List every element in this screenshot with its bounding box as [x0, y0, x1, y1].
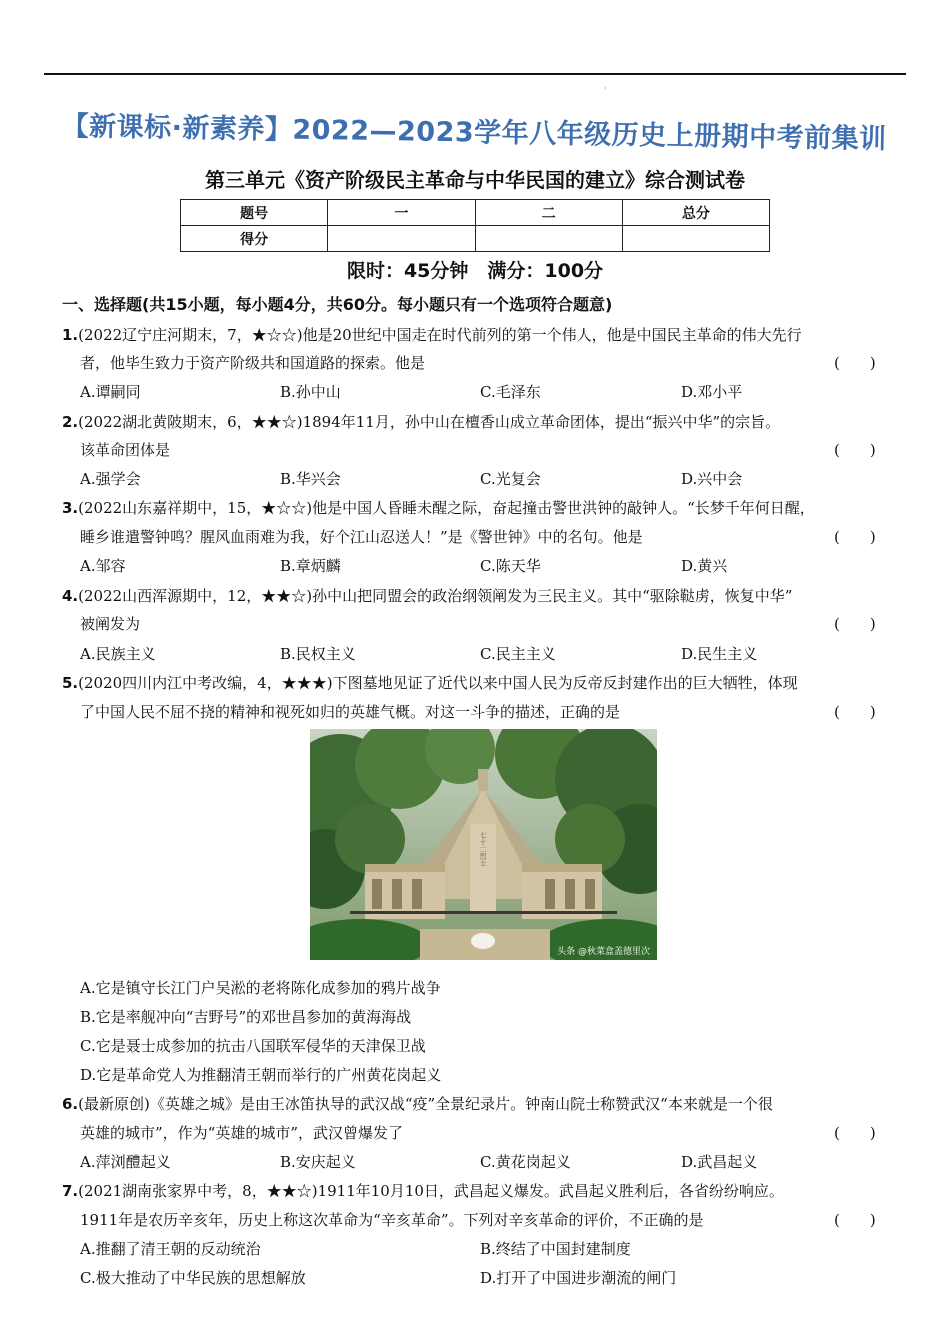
option-d: D.民生主义: [681, 645, 758, 663]
option-b: B.安庆起义: [280, 1153, 356, 1171]
answer-blank[interactable]: ( ): [834, 615, 876, 633]
time-limit: 限时：45分钟 满分：100分: [346, 260, 604, 282]
question-1-line1: 1.(2022辽宁庄河期末，7，★☆☆)他是20世纪中国走在时代前列的第一个伟人，他是中国民主革命的伟大先行: [62, 326, 802, 344]
question-number: 3.: [62, 499, 79, 517]
question-5-line2: 了中国人民不屈不挠的精神和视死如归的英雄气概。对这一斗争的描述，正确的是: [80, 703, 621, 721]
option-d: D.它是革命党人为推翻清王朝而举行的广州黄花岗起义: [80, 1066, 442, 1084]
option-a: A.它是镇守长江门户吴淞的老将陈化成参加的鸦片战争: [80, 979, 441, 997]
score-header-cell: 一: [328, 200, 475, 226]
answer-blank[interactable]: ( ): [834, 703, 876, 721]
option-d: D.黄兴: [681, 557, 728, 575]
score-header-cell: 二: [475, 200, 622, 226]
question-number: 6.: [62, 1095, 79, 1113]
option-c: C.它是聂士成参加的抗击八国联军侵华的天津保卫战: [80, 1037, 426, 1055]
question-3-line2: 睡乡谁遣警钟鸣？腥风血雨难为我，好个江山忍送人！”是《警世钟》中的名句。他是: [80, 528, 643, 546]
option-c: C.极大推动了中华民族的思想解放: [80, 1269, 306, 1287]
option-a: A.强学会: [80, 470, 141, 488]
option-a: A.邹容: [80, 557, 126, 575]
score-cell[interactable]: [475, 226, 622, 252]
option-c: C.黄花岗起义: [480, 1153, 571, 1171]
question-6-line2: 英雄的城市”，作为“英雄的城市”，武汉曾爆发了: [80, 1124, 404, 1142]
option-d: D.邓小平: [681, 383, 743, 401]
top-rule: [44, 73, 906, 75]
option-d: D.打开了中国进步潮流的闸门: [480, 1269, 677, 1287]
question-4-line2: 被阐发为: [80, 615, 141, 633]
question-4-line1: 4.(2022山西浑源期中，12，★★☆)孙中山把同盟会的政治纲领阐发为三民主义。其中“驱除鞑虏，恢复中华”: [62, 587, 793, 605]
question-number: 7.: [62, 1182, 79, 1200]
option-c: C.民主主义: [480, 645, 556, 663]
header-dot: ·: [604, 84, 607, 93]
option-a: A.推翻了清王朝的反动统治: [80, 1240, 261, 1258]
question-number: 2.: [62, 413, 79, 431]
option-a: A.萍浏醴起义: [80, 1153, 171, 1171]
option-b: B.孙中山: [280, 383, 341, 401]
question-7-line2: 1911年是农历辛亥年，历史上称这次革命为“辛亥革命”。下列对辛亥革命的评价，不正确的是: [80, 1211, 704, 1229]
question-1-line2: 者，他毕生致力于资产阶级共和国道路的探索。他是: [80, 354, 426, 372]
score-header-cell: 总分: [622, 200, 769, 226]
answer-blank[interactable]: ( ): [834, 1124, 876, 1142]
exam-title: 第三单元《资产阶级民主革命与中华民国的建立》综合测试卷: [205, 168, 745, 192]
option-d: D.武昌起义: [681, 1153, 758, 1171]
option-b: B.民权主义: [280, 645, 356, 663]
option-d: D.兴中会: [681, 470, 743, 488]
question-5-line1: 5.(2020四川内江中考改编，4，★★★)下图墓地见证了近代以来中国人民为反帝反封建作出的巨大牺牲，体现: [62, 674, 798, 692]
option-b: B.章炳麟: [280, 557, 341, 575]
score-table: [180, 199, 770, 252]
option-b: B.它是率舰冲向“吉野号”的邓世昌参加的黄海海战: [80, 1008, 412, 1026]
section-heading: 一、选择题(共15小题，每小题4分，共60分。每小题只有一个选项符合题意): [62, 295, 613, 314]
question-7-line1: 7.(2021湖南张家界中考，8，★★☆)1911年10月10日，武昌起义爆发。武昌起义胜利后，各省纷纷响应。: [62, 1182, 784, 1200]
option-c: C.光复会: [480, 470, 541, 488]
answer-blank[interactable]: ( ): [834, 354, 876, 372]
option-b: B.终结了中国封建制度: [480, 1240, 631, 1258]
score-header-cell: 题号: [181, 200, 328, 226]
question-2-line2: 该革命团体是: [80, 441, 171, 459]
monument-inscription: 七十二烈士: [479, 831, 487, 867]
answer-blank[interactable]: ( ): [834, 528, 876, 546]
photo-watermark: 头条 @秋菜盒盖德里次: [557, 947, 650, 957]
score-table-row: [181, 226, 770, 252]
question-number: 5.: [62, 674, 79, 692]
score-cell[interactable]: [328, 226, 475, 252]
option-c: C.陈天华: [480, 557, 541, 575]
question-number: 1.: [62, 326, 79, 344]
banner-title: 【新课标·新素养】2022—2023学年八年级历史上册期中考前集训: [61, 110, 887, 155]
answer-blank[interactable]: ( ): [834, 441, 876, 459]
question-3-line1: 3.(2022山东嘉祥期中，15，★☆☆)他是中国人昏睡未醒之际，奋起撞击警世洪钟的敲钟人。“长梦千年何日醒，: [62, 499, 815, 517]
score-table-header-row: [181, 200, 770, 226]
option-a: A.谭嗣同: [80, 383, 141, 401]
option-b: B.华兴会: [280, 470, 341, 488]
monument-photo: [310, 729, 657, 960]
question-6-line1: 6.(最新原创)《英雄之城》是由王冰笛执导的武汉战“疫”全景纪录片。钟南山院士称赞武汉“本来就是一个很: [62, 1095, 773, 1113]
question-number: 4.: [62, 587, 79, 605]
answer-blank[interactable]: ( ): [834, 1211, 876, 1229]
score-cell[interactable]: [622, 226, 769, 252]
option-a: A.民族主义: [80, 645, 156, 663]
score-row-label: 得分: [181, 226, 328, 252]
question-2-line1: 2.(2022湖北黄陂期末，6，★★☆)1894年11月，孙中山在檀香山成立革命团体，提出“振兴中华”的宗旨。: [62, 413, 781, 431]
option-c: C.毛泽东: [480, 383, 541, 401]
